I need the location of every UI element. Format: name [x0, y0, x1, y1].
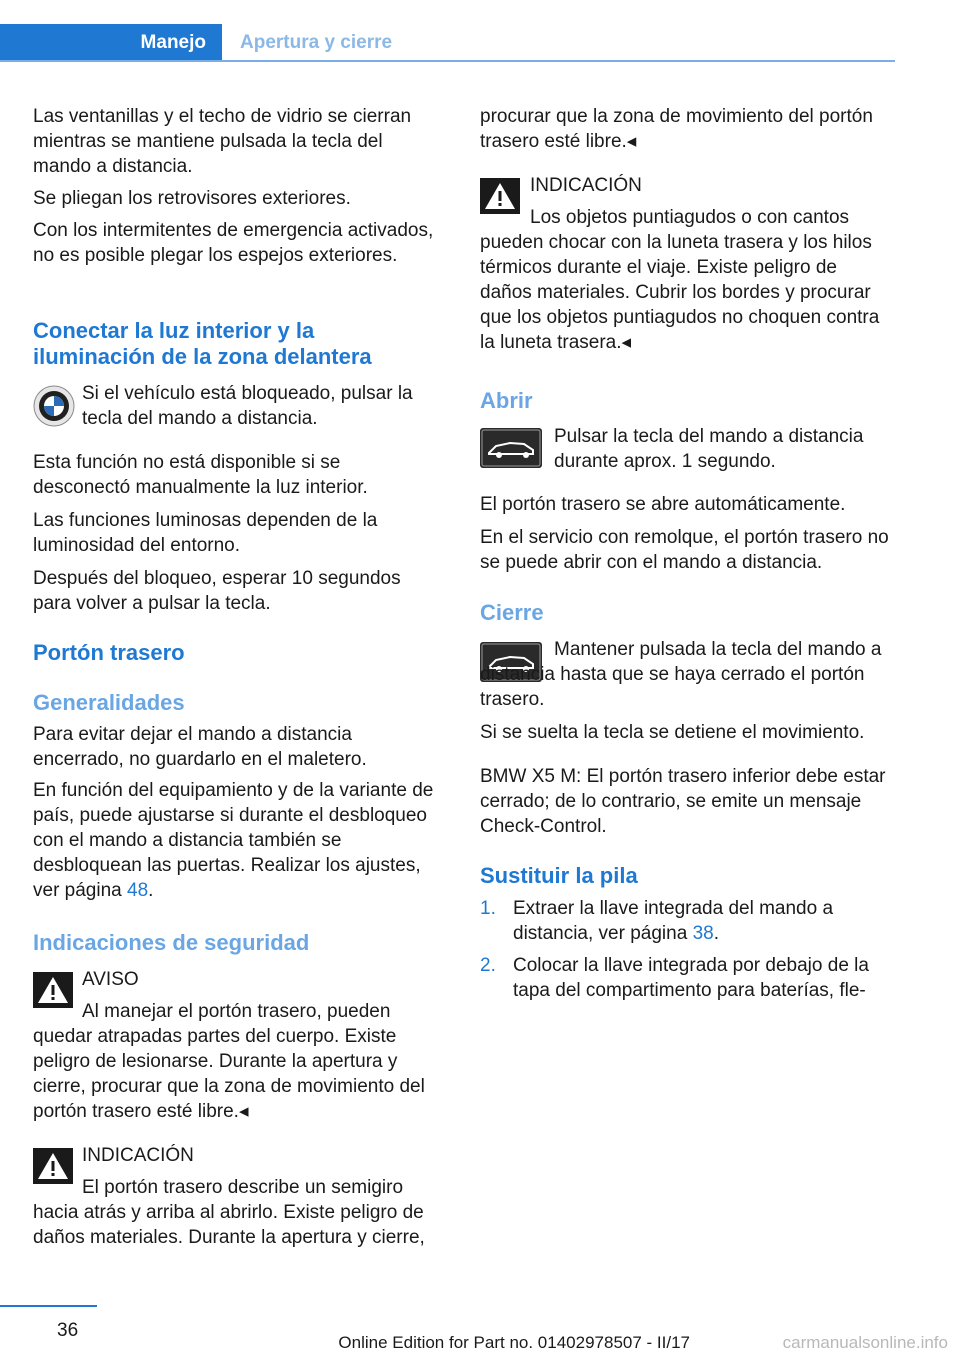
- tailgate-key-icon: [480, 428, 542, 468]
- heading-generalidades: Generalidades: [33, 690, 185, 715]
- heading-luz-interior: Conectar la luz interior y la iluminación de la zona delantera: [33, 318, 372, 369]
- paragraph: Pulsar la tecla del mando a distancia durante aprox. 1 segundo.: [554, 426, 864, 472]
- page-number: 36: [57, 1320, 79, 1341]
- chapter-tab[interactable]: [0, 24, 222, 62]
- notice-title: INDICACIÓN: [82, 1145, 194, 1166]
- notice-text: El portón trasero describe un semigiro hacia atrás y arriba al abrirlo. Existe peligro de daños materiales. Durante la apertura y cierre,: [33, 1177, 425, 1248]
- edition-note: Online Edition for Part no. 01402978507 - II/17: [338, 1333, 690, 1352]
- warning-title: AVISO: [82, 969, 139, 990]
- paragraph: Si se suelta la tecla se detiene el movimiento.: [480, 722, 865, 743]
- paragraph: En el servicio con remolque, el portón trasero no se puede abrir con el mando a distancia.: [480, 527, 889, 573]
- paragraph: Con los intermitentes de emergencia activados, no es posible plegar los espejos exteriores.: [33, 220, 434, 266]
- page-link[interactable]: 48: [127, 880, 149, 901]
- paragraph: Para evitar dejar el mando a distancia encerrado, no guardarlo en el maletero.: [33, 724, 367, 770]
- heading-abrir: Abrir: [480, 388, 533, 413]
- paragraph: Si el vehículo está bloqueado, pulsar la tecla del mando a distancia.: [82, 383, 413, 429]
- notice-text: Los objetos puntiagudos o con cantos pueden chocar con la luneta trasera y los hilos térmicos durante el viaje. Existe peligro de daños materiales. Cubrir los bordes y procurar que los objetos puntiagudos no choquen contra la luneta trasera.◂: [480, 207, 880, 353]
- heading-indicaciones-seguridad: Indicaciones de seguridad: [33, 930, 310, 955]
- steps-list: [480, 896, 880, 1010]
- paragraph: Esta función no está disponible si se desconectó manualmente la luz interior.: [33, 452, 368, 498]
- watermark: carmanualsonline.info: [782, 1333, 948, 1352]
- paragraph-settings: En función del equipamiento y de la variante de país, puede ajustarse si durante el desbloqueo con el mando a distancia también se desbloquean las puertas. Realizar los ajustes, ver página 48.: [33, 780, 434, 901]
- paragraph: Las funciones luminosas dependen de la luminosidad del entorno.: [33, 510, 378, 556]
- paragraph: BMW X5 M: El portón trasero inferior debe estar cerrado; de lo contrario, se emite un mensaje Check-Control.: [480, 766, 886, 837]
- page-link[interactable]: 38: [692, 923, 714, 944]
- notice-title: INDICACIÓN: [530, 175, 642, 196]
- list-item: 1. Extraer la llave integrada del mando a distancia, ver página 38.: [480, 898, 834, 944]
- heading-porton-trasero: Portón trasero: [33, 640, 185, 665]
- paragraph: El portón trasero se abre automáticamente.: [480, 494, 846, 515]
- footer-rule: [0, 1305, 97, 1307]
- chapter-tab-label: Manejo: [140, 32, 206, 53]
- header-rule: [0, 60, 895, 62]
- paragraph: Mantener pulsada la tecla del mando a distancia hasta que se haya cerrado el portón trasero.: [480, 639, 882, 710]
- paragraph: Se pliegan los retrovisores exteriores.: [33, 188, 351, 209]
- paragraph: Después del bloqueo, esperar 10 segundos para volver a pulsar la tecla.: [33, 568, 401, 614]
- list-item: 2. Colocar la llave integrada por debajo de la tapa del compartimento para baterías, fle-: [480, 955, 869, 1001]
- warning-text: Al manejar el portón trasero, pueden quedar atrapadas partes del cuerpo. Existe peligro de lesionarse. Durante la apertura y cierre, procurar que la zona de movimiento del portón trasero esté libre.◂: [33, 1001, 425, 1122]
- heading-cierre: Cierre: [480, 600, 544, 625]
- heading-sustituir-pila: Sustituir la pila: [480, 863, 638, 888]
- bmw-key-button-icon: [33, 385, 75, 427]
- paragraph: procurar que la zona de movimiento del portón trasero esté libre.◂: [480, 106, 873, 152]
- section-tab-label[interactable]: Apertura y cierre: [240, 32, 393, 53]
- page-header: [0, 24, 895, 62]
- paragraph: Las ventanillas y el techo de vidrio se cierran mientras se mantiene pulsada la tecla del mando a distancia.: [33, 106, 412, 177]
